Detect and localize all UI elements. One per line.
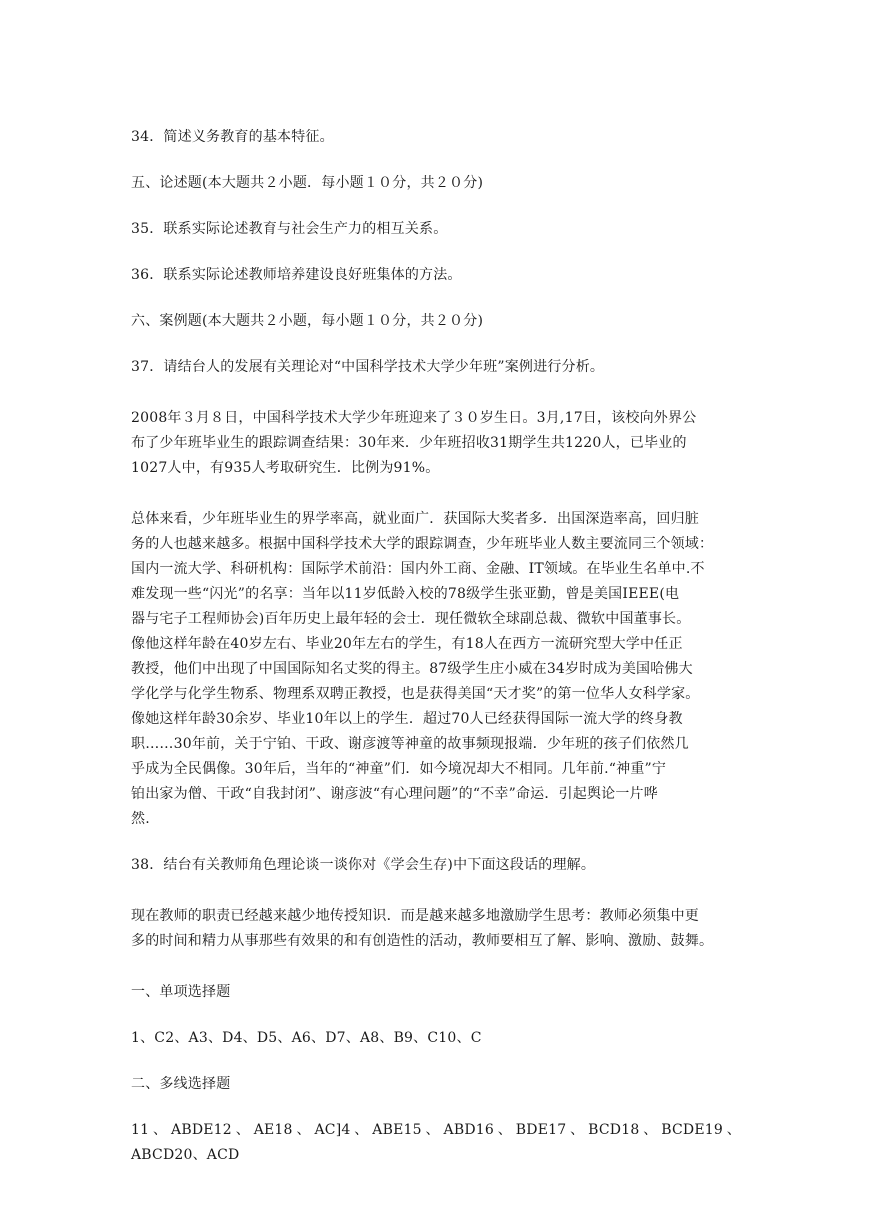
question-35: 35．联系实际论述教育与社会生产力的相互关系。 <box>131 221 448 237</box>
quote-paragraph <box>131 904 741 954</box>
text-line: 乎成为全民偶像。30年后，当年的“神童”们．如今境况却大不相同。几年前.“神重”宁 <box>131 761 667 777</box>
text-line: 难发现一些“闪光”的名享：当年以11岁低龄入校的78级学生张亚勤，曾是美国IEEE(电 <box>131 586 680 602</box>
case-paragraph-1 <box>131 406 741 481</box>
answer-heading-single-choice: 一、单项选择题 <box>131 984 231 1000</box>
text-line: 2008年３月８日，中国科学技术大学少年班迎来了３０岁生日。3月,17日，该校向外界公 <box>131 410 697 426</box>
question-38: 38．结台有关教师角色理论谈一谈你对《学会生存)中下面这段话的理解。 <box>131 857 596 873</box>
text-line: 然. <box>131 811 150 827</box>
question-37: 37．请结台人的发展有关理论对“中国科学技术大学少年班”案例进行分析。 <box>131 359 605 375</box>
section-heading-case: 六、案例题(本大题共２小题，每小题１０分，共２０分) <box>131 313 484 329</box>
text-line: 国内一流大学、科研机构：国际学术前沿：国内外工商、金融、IT领域。在毕业生名单中.不 <box>131 561 705 577</box>
text-line: 教授，他们中出现了中国国际知名丈奖的得主。87级学生庄小威在34岁时成为美国哈佛大 <box>131 661 693 677</box>
text-line: 布了少年班毕业生的跟踪调查结果：30年来．少年班招收31期学生共1220人，已毕业的 <box>131 435 687 451</box>
text-line: 务的人也越来越多。根据中国科学技术大学的跟踪调查，少年班毕业人数主要流同三个领域： <box>131 536 714 552</box>
answer-list-single-choice: 1、C2、A3、D4、D5、A6、D7、A8、B9、C10、C <box>131 1030 482 1046</box>
question-36: 36．联系实际论述教师培养建设良好班集体的方法。 <box>131 267 462 283</box>
answer-heading-multi-choice: 二、多线选择题 <box>131 1076 231 1092</box>
answer-list-multi-choice: 11、ABDE12、AE18、AC]4、ABE15、ABD16、BDE17、BCD18、BCDE19、ABCD20、ACD <box>131 1122 741 1163</box>
text-line: 像她这样年龄30余岁、毕业10年以上的学生．超过70人已经获得国际一流大学的终身教 <box>131 711 683 727</box>
text-line: 学化学与化学生物系、物理系双聘正教授，也是获得美国“天才奖”的第一位华人女科学家。 <box>131 686 700 702</box>
text-line: 铂出家为僧、干政“自我封闭”、谢彦波“有心理问题”的“不幸”命运．引起舆论一片哗 <box>131 786 658 802</box>
section-heading-essay: 五、论述题(本大题共２小题．每小题１０分，共２０分) <box>131 175 484 191</box>
question-34: 34．简述义务教育的基本特征。 <box>131 129 334 145</box>
text-line: 1027人中，有935人考取研究生．比例为91%。 <box>131 460 440 476</box>
text-line: 多的时间和精力从事那些有效果的和有创造性的活动，教师要相互了解、影响、激励、鼓舞。 <box>131 933 714 949</box>
text-line: 总体来看，少年班毕业生的界学率高，就业面广．获国际大奖者多．出国深造率高，回归脏 <box>131 511 699 527</box>
text-line: 器与宅子工程师协会)百年历史上最年轻的会士．现任微软全球副总裁、微软中国董事长。 <box>131 611 691 627</box>
text-line: 像他这样年龄在40岁左右、毕业20年左右的学生，有18人在西方一流研究型大学中任正 <box>131 636 683 652</box>
case-paragraph-2 <box>131 507 741 832</box>
text-line: 现在教师的职责已经越来越少地传授知识．而是越来越多地激励学生思考：教师必须集中更 <box>131 908 699 924</box>
document-page <box>131 125 741 1168</box>
text-line: 职……30年前，关于宁铂、干政、谢彦渡等神童的故事频现报端．少年班的孩子们依然几 <box>131 736 689 752</box>
